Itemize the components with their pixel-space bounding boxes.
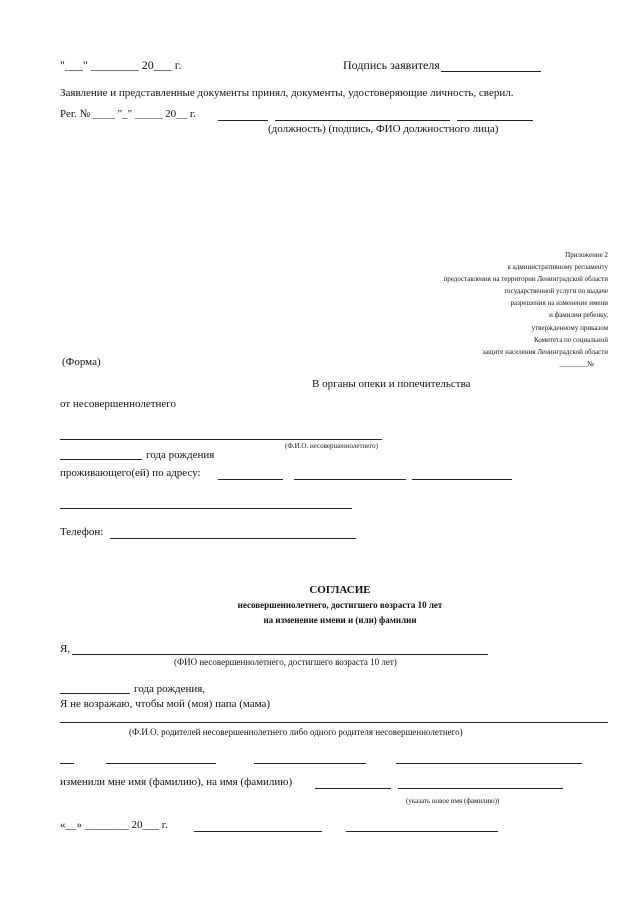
- consent-fio-field[interactable]: [72, 654, 488, 655]
- appendix-line-7: Комитета по социальной: [534, 335, 608, 344]
- appendix-line-6: утвержденному приказом: [531, 323, 608, 332]
- consent-subtitle-2: на изменение имени и (или) фамилии: [263, 615, 417, 625]
- new-name-field-2[interactable]: [398, 788, 563, 789]
- birth-year-field[interactable]: [60, 459, 142, 460]
- address-field-2[interactable]: [294, 479, 406, 480]
- address-field-4[interactable]: [60, 508, 352, 509]
- address-label: проживающего(ей) по адресу:: [60, 467, 201, 479]
- minor-fio-caption: (Ф.И.О. несовершеннолетнего): [285, 442, 378, 450]
- parents-caption: (Ф.И.О. родителей несовершеннолетнего либо одного родителя несовершеннолетнего): [129, 727, 463, 737]
- reg-line: Рег. № ____ "_" _____ 20__ г.: [60, 108, 196, 120]
- appendix-line-9: ________№: [559, 359, 594, 368]
- addressee: В органы опеки и попечительства: [312, 378, 471, 390]
- parents-field-1[interactable]: [60, 763, 74, 764]
- form-label: (Форма): [62, 356, 101, 368]
- reg-field-3[interactable]: [457, 120, 533, 121]
- minor-fio-field[interactable]: [60, 439, 382, 440]
- new-name-caption: (указать новое имя (фамилию)): [406, 797, 500, 805]
- no-objection-text: Я не возражаю, чтобы мой (моя) папа (мама): [60, 698, 271, 710]
- address-field-3[interactable]: [412, 479, 512, 480]
- new-name-field-1[interactable]: [315, 788, 391, 789]
- phone-label: Телефон:: [60, 526, 104, 538]
- final-field-2[interactable]: [346, 831, 498, 832]
- signature-label: Подпись заявителя: [343, 58, 440, 72]
- consent-title: СОГЛАСИЕ: [309, 584, 371, 596]
- appendix-line-3: государственной услуги по выдаче: [504, 287, 608, 296]
- final-field-1[interactable]: [194, 831, 322, 832]
- final-date: «__» ________ 20___ г.: [60, 819, 168, 831]
- reg-field-2[interactable]: [275, 120, 450, 121]
- appendix-block: [308, 249, 608, 370]
- appendix-line-4: разрешения на изменение имени: [510, 299, 608, 308]
- reg-field-1[interactable]: [218, 120, 268, 121]
- consent-birth-year-label: года рождения,: [134, 683, 206, 695]
- official-caption: (должность) (подпись, ФИО должностного лица): [268, 123, 499, 135]
- parents-fio-field[interactable]: [60, 722, 608, 723]
- appendix-line-1: к административному регламенту: [507, 263, 608, 272]
- appendix-line-8: защите населения Ленинградской области: [482, 347, 608, 356]
- date-line: "___" ________ 20___ г.: [60, 58, 182, 72]
- accepted-text: Заявление и представленные документы принял, документы, удостоверяющие личность, сверил.: [60, 87, 514, 99]
- appendix-line-0: Приложение 2: [565, 251, 608, 259]
- consent-birth-year-field[interactable]: [60, 693, 130, 694]
- consent-subtitle-1: несовершеннолетнего, достигшего возраста 10 лет: [237, 600, 443, 610]
- address-field-1[interactable]: [218, 479, 283, 480]
- i-label: Я,: [60, 643, 71, 655]
- consent-fio-caption: (ФИО несовершеннолетнего, достигшего возраста 10 лет): [174, 657, 397, 667]
- phone-field[interactable]: [110, 538, 356, 539]
- signature-line[interactable]: [441, 71, 541, 72]
- changed-name-text: изменили мне имя (фамилию), на имя (фамилию): [60, 776, 293, 788]
- parents-field-2[interactable]: [106, 763, 216, 764]
- parents-field-3[interactable]: [254, 763, 366, 764]
- appendix-line-5: и фамилии ребенку,: [549, 311, 608, 320]
- parents-field-4[interactable]: [396, 763, 582, 764]
- appendix-line-2: предоставления на территории Ленинградской области: [443, 275, 608, 284]
- from-minor: от несовершеннолетнего: [60, 398, 177, 410]
- birth-year-label: года рождения: [146, 449, 215, 461]
